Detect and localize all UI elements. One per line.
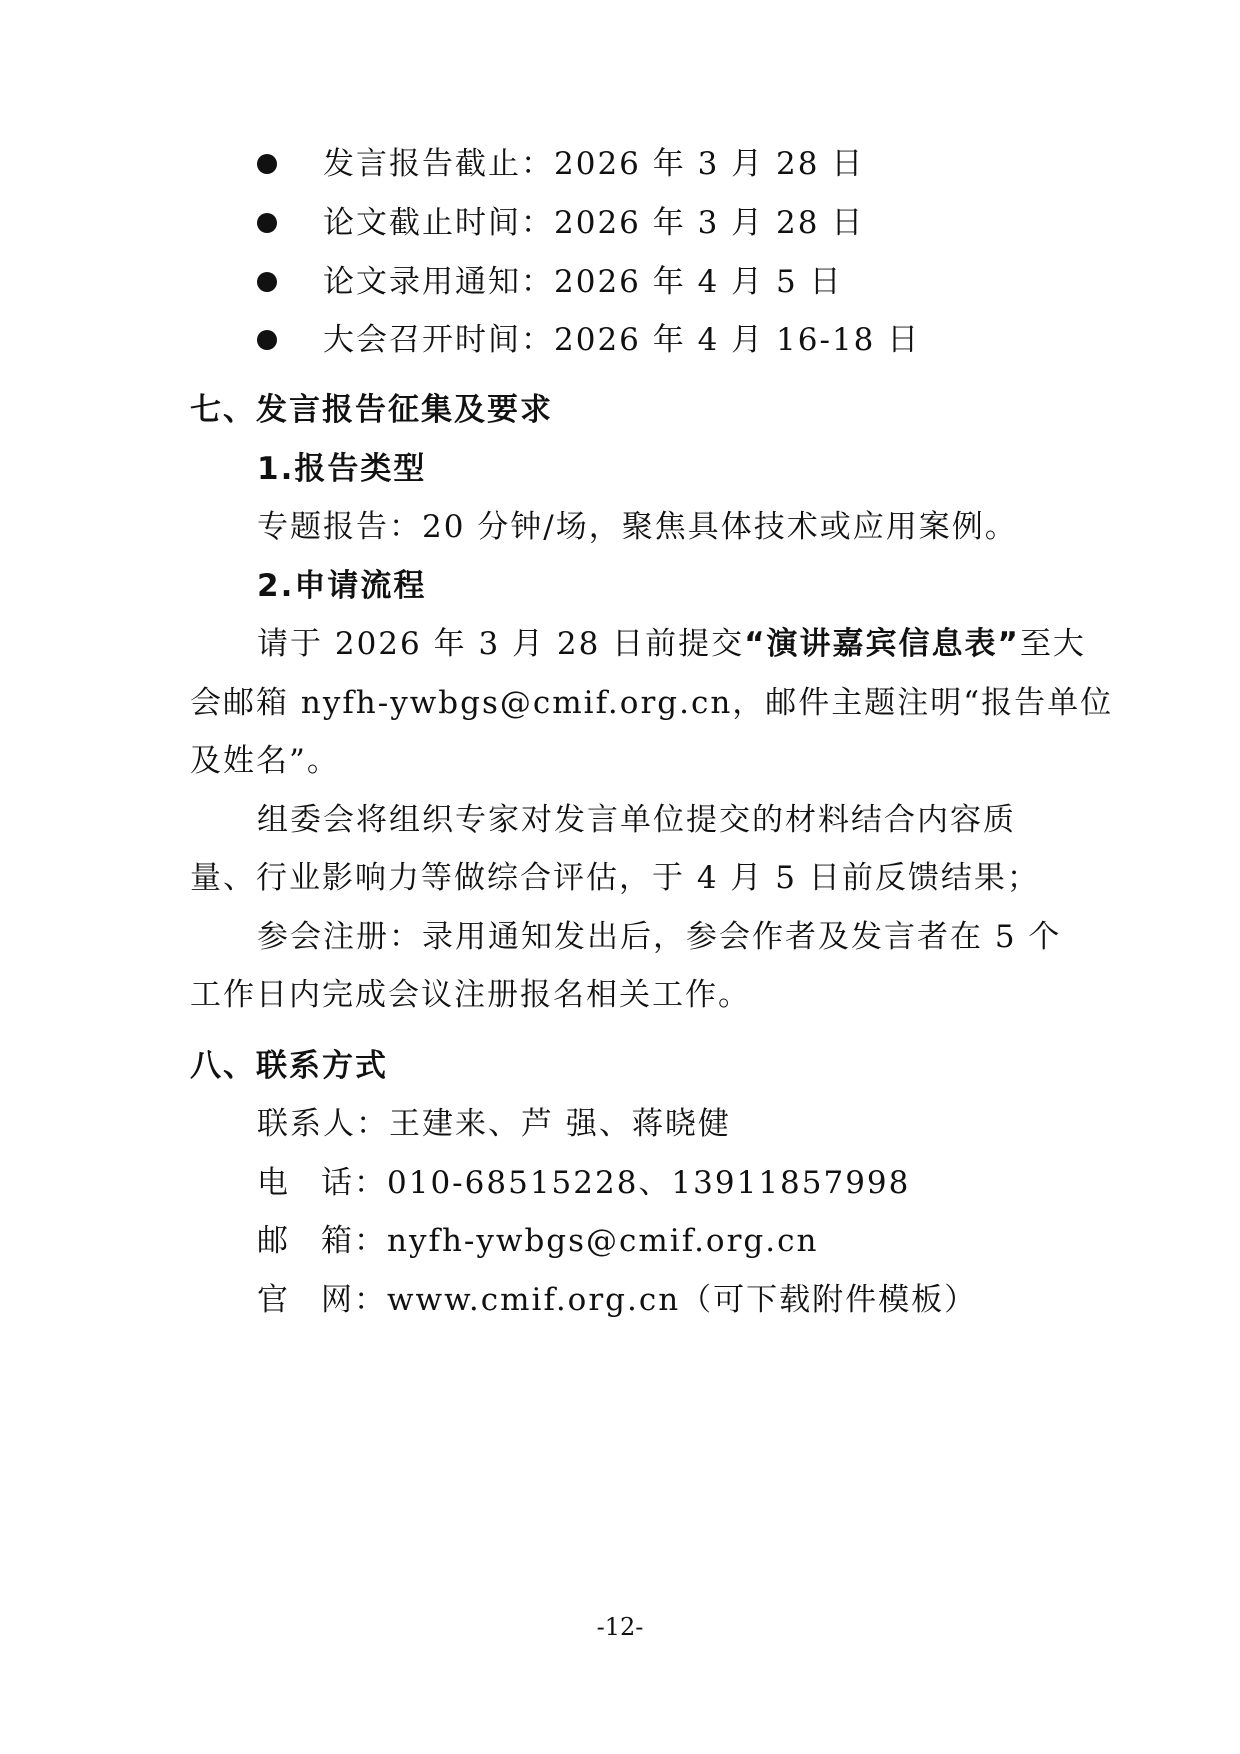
paragraph-line: 会邮箱 nyfh-ywbgs@cmif.org.cn，邮件主题注明“报告单位: [190, 685, 1114, 721]
bullet-icon: [257, 330, 277, 350]
paragraph-line: 组委会将组织专家对发言单位提交的材料结合内容质: [257, 802, 1016, 838]
contact-label: 电: [257, 1165, 290, 1201]
contact-label: 网：: [321, 1282, 387, 1318]
bullet-icon: [257, 213, 277, 233]
paragraph-line: 工作日内完成会议注册报名相关工作。: [190, 977, 751, 1013]
contact-row: [257, 1221, 1127, 1261]
deadline-text: 论文截止时间：2026 年 3 月 28 日: [323, 205, 865, 241]
contact-label: 箱：: [321, 1223, 387, 1259]
subsection-heading: 2.申请流程: [257, 568, 427, 604]
deadline-text: 发言报告截止：2026 年 3 月 28 日: [323, 146, 865, 182]
form-title-emphasis: “演讲嘉宾信息表”: [744, 626, 1020, 662]
contact-value: nyfh-ywbgs@cmif.org.cn: [387, 1223, 819, 1259]
bullet-icon: [257, 272, 277, 292]
section-heading: 七、发言报告征集及要求: [190, 392, 553, 428]
paragraph-line: 专题报告：20 分钟/场，聚焦具体技术或应用案例。: [257, 509, 1018, 545]
contact-value: 010-68515228、13911857998: [387, 1165, 911, 1201]
text-run: 至大: [1019, 626, 1086, 662]
subsection-heading: 1.报告类型: [257, 451, 427, 487]
bullet-icon: [257, 154, 277, 174]
paragraph-line: 参会注册：录用通知发出后，参会作者及发言者在 5 个: [257, 919, 1062, 955]
contact-label: 邮: [257, 1223, 290, 1259]
contact-label: 官: [257, 1282, 290, 1318]
deadline-text: 大会召开时间：2026 年 4 月 16-18 日: [323, 322, 921, 358]
contact-row: [257, 1163, 1127, 1203]
section-heading: 八、联系方式: [190, 1048, 388, 1084]
text-run: 请于 2026 年 3 月 28 日前提交: [257, 626, 745, 662]
contact-label: 话：: [321, 1165, 387, 1201]
contact-row: [257, 1280, 1127, 1320]
page-number: -12-: [596, 1613, 644, 1641]
paragraph-line: 量、行业影响力等做综合评估，于 4 月 5 日前反馈结果；: [190, 860, 1040, 896]
contact-row: [257, 1104, 1127, 1144]
deadline-text: 论文录用通知：2026 年 4 月 5 日: [323, 264, 843, 300]
paragraph-line: [257, 624, 1127, 664]
contact-value: 王建来、芦 强、蒋晓健: [389, 1106, 731, 1142]
paragraph-line: 及姓名”。: [190, 743, 340, 779]
contact-label: 联系人：: [257, 1106, 389, 1142]
contact-value: www.cmif.org.cn（可下载附件模板）: [387, 1282, 978, 1318]
